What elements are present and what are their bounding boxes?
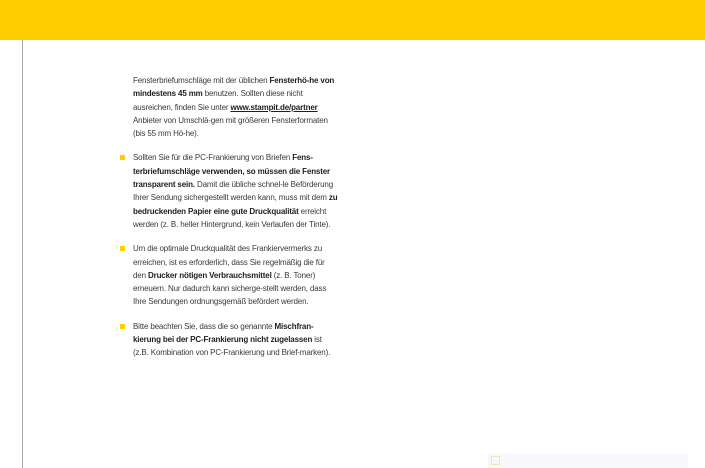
bullet-square-icon bbox=[120, 246, 125, 251]
partner-link[interactable]: www.stampit.de/partner bbox=[230, 102, 318, 112]
page-content bbox=[133, 74, 338, 371]
window-height-emphasis: Fensterhö-he von mindestens 45 mm bbox=[133, 76, 335, 99]
bullet-square-icon bbox=[120, 155, 125, 160]
margin-rule bbox=[22, 40, 23, 468]
header-band bbox=[0, 0, 705, 40]
bullet-item-transparent-window: Sollten Sie für die PC-Frankierung von Briefen Fens-terbriefumschläge verwenden, so müssen die Fenster transparent sein. Damit die übliche schnel-le Beförderung Ihrer Sendung sichergestellt werden kann, muss mit dem zu bedruckenden Papier eine gute Druckqualität erreicht werden (z. B. heller Hintergrund, kein Verlaufen der Tinte). bbox=[133, 151, 338, 231]
bullet-square-icon bbox=[120, 324, 125, 329]
bullet-item-print-quality: Um die optimale Druckqualität des Frankiervermerks zu erreichen, ist es erforderlich, dass Sie regelmäßig die für den Drucker nötigen Verbrauchsmittel (z. B. Toner) erneuern. Nur dadurch kann sicherge-stellt werden, dass Ihre Sendungen ordnungsgemäß befördert werden. bbox=[133, 242, 338, 308]
bullet-item-mixed-franking: Bitte beachten Sie, dass die so genannte Mischfran-kierung bei der PC-Frankierung nicht zugelassen ist (z.B. Kombination von PC-Frankierung und Brief-marken). bbox=[133, 320, 338, 360]
footer-square-icon bbox=[491, 456, 500, 465]
footer-faint-strip bbox=[488, 453, 688, 468]
intro-paragraph: Fensterbriefumschläge mit der üblichen Fensterhö-he von mindestens 45 mm benutzen. Sollten diese nicht ausreichen, finden Sie unter www.stampit.de/partner Anbieter von Umschlä-gen mit größeren Fensterformaten (bis 55 mm Hö-he). bbox=[133, 76, 335, 139]
